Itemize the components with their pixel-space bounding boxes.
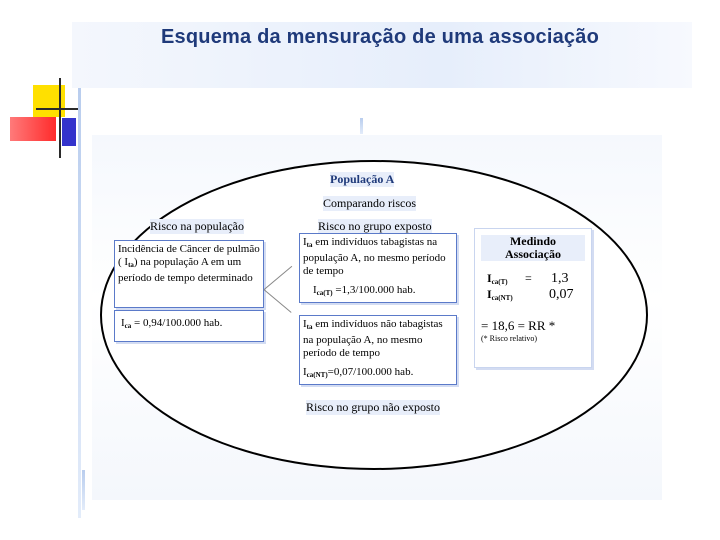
decor-horizontal-line — [36, 108, 80, 110]
exposed-heading: Risco no grupo exposto — [318, 219, 432, 233]
exposed-risk-value: =1,3/100.000 hab. — [335, 284, 416, 296]
relative-risk-result: = 18,6 = RR * — [481, 318, 556, 333]
decor-left-rule — [78, 88, 81, 518]
population-risk-desc: Incidência de Câncer de pulmão ( I — [118, 243, 260, 268]
left-heading: Risco na população — [150, 219, 244, 233]
comparing-label: Comparando riscos — [323, 196, 416, 210]
population-risk-value-box: $I_{ca} = 0,94/100.000$ hab. — [114, 310, 264, 342]
population-label: População A — [330, 172, 395, 186]
association-heading-line1: Medindo — [481, 235, 585, 248]
ratio-numerator: 1,3 — [551, 271, 569, 286]
decor-lower-rule — [82, 470, 85, 510]
unexposed-heading: Risco no grupo não exposto — [306, 400, 440, 414]
exposed-risk-desc: em indivíduos tabagistas na população A, no mesmo período de tempo — [303, 236, 446, 277]
decor-top-tick — [360, 118, 363, 134]
unexposed-risk-value: =0,07/100.000 hab. — [327, 366, 414, 378]
ratio-denominator: 0,07 — [549, 287, 574, 302]
association-heading-line2: Associação — [481, 248, 585, 261]
association-box: Medindo Associação $I_{ca(T)}$ = $I_{ca(NT)}$ 1,3 0,07 = 18,6 = RR * (* Risco relativo) — [474, 228, 592, 368]
decor-red-bar — [10, 117, 56, 141]
slide-title: Esquema da mensuração de uma associação — [161, 26, 599, 48]
decor-vertical-line — [59, 78, 61, 158]
unexposed-risk-desc: em indivíduos não tabagistas na população A, no mesmo período de tempo — [303, 318, 443, 359]
ratio-equals: = — [525, 271, 532, 285]
relative-risk-footnote: (* Risco relativo) — [481, 334, 537, 343]
population-risk-box: Incidência de Câncer de pulmão ( $I_{ta}$) na população A em um período de tempo determinado — [114, 240, 264, 308]
exposed-risk-box: $I_{ta}$ em indivíduos tabagistas na população A, no mesmo período de tempo $I_{ca(T)} =1,3/100.000$ hab. — [299, 233, 457, 303]
population-risk-value: = 0,94/100.000 hab. — [134, 317, 223, 329]
decor-blue-bar — [62, 118, 76, 146]
unexposed-risk-box: $I_{ta}$ em indivíduos não tabagistas na população A, no mesmo período de tempo $I_{ca(NT)}=0,07/100.000$ hab. — [299, 315, 457, 385]
